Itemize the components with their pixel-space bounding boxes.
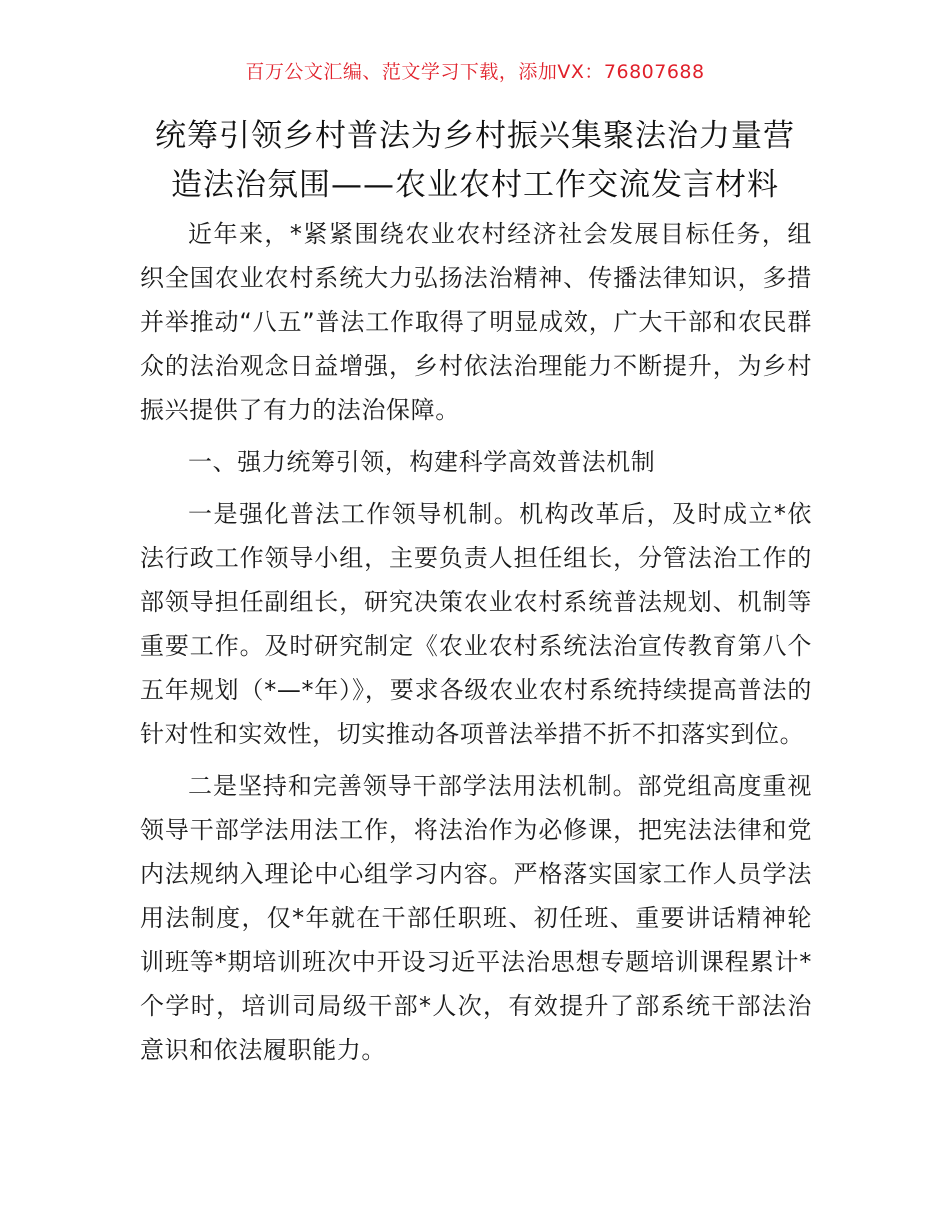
paragraph-point-1: 一是强化普法工作领导机制。机构改革后，及时成立*依法行政工作领导小组，主要负责人担任组长，分管法治工作的部领导担任副组长，研究决策农业农村系统普法规划、机制等重要工作。及时研究制定《农业农村系统法治宣传教育第八个五年规划（*—*年）》，要求各级农业农村系统持续提高普法的针对性和实效性，切实推动各项普法举措不折不扣落实到位。 — [140, 500, 812, 748]
paragraph-point-2: 二是坚持和完善领导干部学法用法机制。部党组高度重视领导干部学法用法工作，将法治作为必修课，把宪法法律和党内法规纳入理论中心组学习内容。严格落实国家工作人员学法用法制度，仅*年就在干部任职班、初任班、重要讲话精神轮训班等*期培训班次中开设习近平法治思想专题培训课程累计*个学时，培训司局级干部*人次，有效提升了部系统干部法治意识和依法履职能力。 — [140, 772, 812, 1064]
document-body — [140, 212, 812, 1072]
paragraph-intro: 近年来，*紧紧围绕农业农村经济社会发展目标任务，组织全国农业农村系统大力弘扬法治精神、传播法律知识，多措并举推动“八五”普法工作取得了明显成效，广大干部和农民群众的法治观念日益增强，乡村依法治理能力不断提升，为乡村振兴提供了有力的法治保障。 — [140, 220, 812, 424]
section-heading-1: 一、强力统筹引领，构建科学高效普法机制 — [188, 448, 656, 476]
watermark-header: 百万公文汇编、范文学习下载，添加VX：76807688 — [245, 61, 705, 83]
document-title: 统筹引领乡村普法为乡村振兴集聚法治力量营造法治氛围——农业农村工作交流发言材料 — [155, 118, 795, 203]
